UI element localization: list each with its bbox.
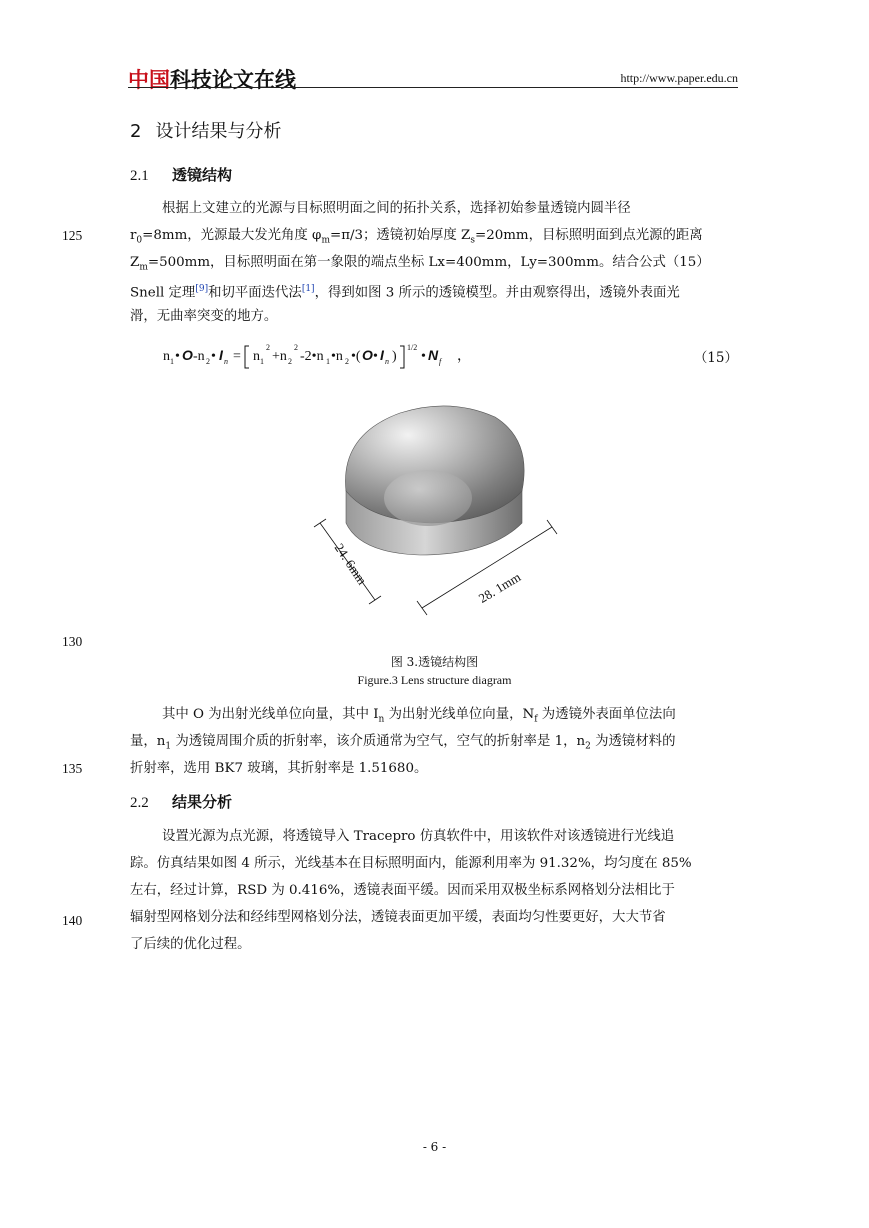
line-number: 140 [62, 913, 83, 928]
logo-black-text: 科技论文在线 [170, 68, 296, 92]
subsection-title: 透镜结构 [172, 166, 233, 184]
svg-text:-n: -n [193, 349, 205, 364]
subsection-number: 2.1 [130, 168, 149, 184]
svg-text:•: • [211, 349, 216, 364]
header-url[interactable]: http://www.paper.edu.cn [620, 71, 738, 85]
journal-logo [128, 64, 296, 94]
citation-9[interactable]: [9] [195, 284, 209, 294]
para1-line4: Snell 定理[9]和切平面迭代法[1]，得到如图 3 所示的透镜模型。并由观察得出，透镜外表面光 [130, 284, 680, 301]
svg-text:1: 1 [260, 357, 264, 366]
svg-text:+n: +n [272, 349, 287, 364]
equation-15 [163, 342, 483, 377]
dimension-label-left: 24. 6mm [331, 540, 370, 588]
svg-text:n: n [253, 349, 260, 364]
equation-number: （15） [693, 350, 738, 366]
section-heading [130, 117, 281, 143]
svg-text:1/2: 1/2 [407, 343, 418, 352]
svg-text:O: O [362, 347, 373, 363]
section-number: 2 [130, 121, 142, 142]
figure-caption-cn: 图 3.透镜结构图 [390, 655, 479, 669]
para1-line2: $r_0=8mm$，光源最大发光角度 $\varphi_m=\pi/3$；透镜初始厚度 $Z_s=20mm$，目标照明面到点光源的距离 [130, 228, 703, 246]
equation-graphic [163, 342, 483, 372]
svg-text:2: 2 [206, 357, 210, 366]
paragraph-results [130, 823, 738, 958]
section-title: 设计结果与分析 [155, 121, 282, 142]
svg-text:O: O [182, 347, 193, 363]
logo-red-text: 中国 [128, 68, 170, 92]
para2-line1: 其中 O 为出射光线单位向量，其中 $I_n$ 为出射光线单位向量，$N_f$ 为透镜外表面单位法向 [162, 707, 676, 725]
figure-lens-model [300, 395, 580, 645]
para2-line2: 量，$n_1$ 为透镜周围介质的折射率，该介质通常为空气，空气的折射率是 1，$n_2$ 为透镜材料的 [130, 734, 676, 752]
svg-text:I: I [219, 347, 223, 363]
page-number: - 6 - [422, 1140, 447, 1154]
svg-text:n: n [385, 357, 389, 366]
subsection-title: 结果分析 [172, 793, 233, 811]
figure-caption-en: Figure.3 Lens structure diagram [357, 673, 512, 687]
subsection-heading-1 [130, 164, 232, 185]
svg-text:=: = [233, 349, 241, 364]
svg-text:2: 2 [294, 343, 298, 352]
line-number: 125 [62, 228, 83, 243]
paragraph-vector-definitions [130, 701, 738, 782]
line-number: 130 [62, 634, 83, 649]
lens-3d-render [300, 395, 580, 645]
svg-text:•: • [421, 349, 426, 364]
svg-text:•(: •( [351, 349, 361, 364]
svg-text:1: 1 [326, 357, 330, 366]
svg-text:N: N [428, 347, 439, 363]
para2-line3: 折射率，选用 BK7 玻璃，其折射率是 1.51680。 [130, 761, 428, 776]
svg-text:•n: •n [331, 349, 343, 364]
svg-text:1: 1 [170, 357, 174, 366]
paragraph-lens-structure [130, 195, 738, 330]
line-number: 135 [62, 761, 83, 776]
svg-text:-2•n: -2•n [300, 349, 324, 364]
svg-text:n: n [224, 357, 228, 366]
para1-line1: 根据上文建立的光源与目标照明面之间的拓扑关系，选择初始参量透镜内圆半径 [162, 201, 631, 216]
para1-line5: 滑，无曲率突变的地方。 [130, 309, 278, 324]
para3-line1: 设置光源为点光源，将透镜导入 Tracepro 仿真软件中，用该软件对该透镜进行光线追 [162, 829, 675, 844]
para3-line3: 左右，经过计算，RSD 为 0.416%，透镜表面平缓。因而采用双极坐标系网格划分法相比于 [130, 883, 675, 898]
citation-1[interactable]: [1] [301, 284, 315, 294]
dimension-label-right: 28. 1mm [475, 569, 524, 606]
svg-text:f: f [439, 357, 442, 366]
header-rule [128, 87, 738, 88]
svg-text:•: • [175, 349, 180, 364]
para3-line4: 辐射型网格划分法和经纬型网格划分法，透镜表面更加平缓，表面均匀性要更好，大大节省 [130, 910, 666, 925]
svg-text:): ) [392, 349, 397, 364]
subsection-number: 2.2 [130, 795, 149, 811]
subsection-heading-2 [130, 791, 232, 812]
svg-text:2: 2 [345, 357, 349, 366]
para3-line5: 了后续的优化过程。 [130, 937, 251, 952]
svg-text:2: 2 [266, 343, 270, 352]
svg-text:，: ， [457, 349, 471, 364]
para1-line3: $Z_m=500mm$，目标照明面在第一象限的端点坐标 Lx=400mm，Ly=300mm。结合公式（15） [130, 255, 710, 273]
svg-text:2: 2 [288, 357, 292, 366]
para3-line2: 踪。仿真结果如图 4 所示，光线基本在目标照明面内，能源利用率为 91.32%，均匀度在 85% [130, 856, 692, 871]
svg-text:I: I [380, 347, 384, 363]
svg-text:n: n [163, 349, 170, 364]
svg-text:•: • [373, 349, 378, 364]
